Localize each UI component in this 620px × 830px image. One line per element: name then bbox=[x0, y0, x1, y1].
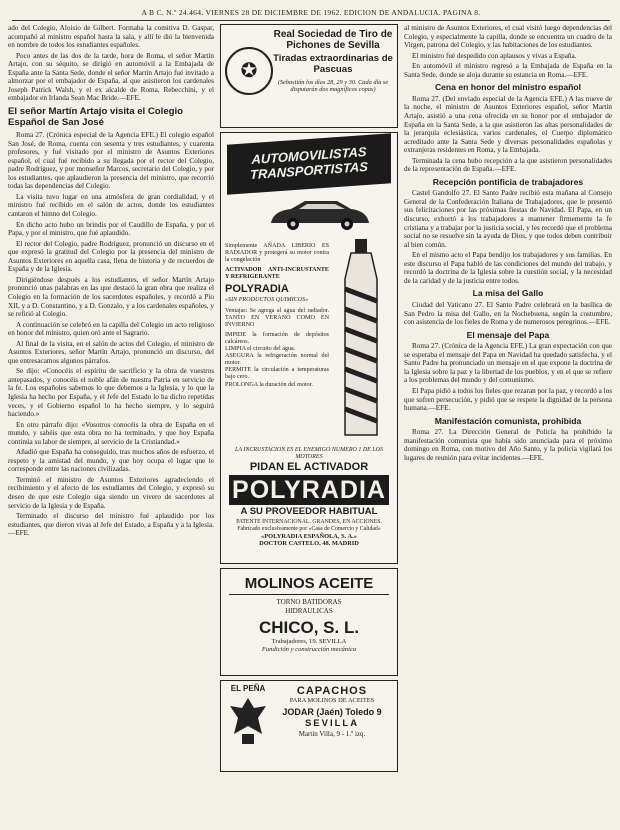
ad-pidan: PIDAN EL ACTIVADOR bbox=[249, 461, 369, 473]
ad-text-impide: IMPIDE la formación de depósitos calcáreos. bbox=[225, 331, 329, 345]
ad-text-ventajas: Ventajas: Se agrega al agua del radiador. TANTO EN VERANO COMO EN INVIERNO bbox=[225, 307, 329, 328]
article-paragraph: Roma 27. (Crónica especial de la Agencia EFE.) El colegio español San José, de Roma, cuenta con sesenta y tres estudiantes, y cuarenta profesores, y fué visitado por el ministro de Asuntos Exteriores español, el cual fué recibido a su llegada por el rector del Colegio, padre Rodríguez, y por monseñor Marcos, secretario del Colegio, y por los estudiantes, que aplaudieron la presencia del ministro, que recorrió todas las dependencias del Colegio. bbox=[8, 131, 214, 191]
ad-polyradia bbox=[220, 132, 398, 564]
article-paragraph: al ministro de Asuntos Exteriores, el cual visitó luego dependencias del Colegio, y especialmente la capilla, donde se encuentra un cuadro de la Virgen, patrona del Colegio, y las habitaciones de los estudiantes. bbox=[404, 24, 612, 50]
article-paragraph: En el mismo acto el Papa bendijo los trabajadores y sus familias. En este discurso el Papa habló de las condiciones del mundo del trabajo, y recordó la doctrina de la Iglesia sobre la cuestión social, y la necesidad de la caridad y de la justicia entre todos. bbox=[404, 251, 612, 285]
ad-proveedor: A SU PROVEEDOR HABITUAL bbox=[240, 506, 378, 517]
article-paragraph: Poco antes de las dos de la tarde, hora de Roma, el señor Martín Artajo, con su séquito, se dirigió en automóvil a la Embajada de España ante la Santa Sede, donde el señor Martín Artajo fué invitado a almorzar por el embajador de España, al que asistieron los cardenales Joseph Patrick Walsh, y el ex alcalde de Roma, Rebecchini, y el embajador en Irlanda Sean Mac Bride.—EFE. bbox=[8, 51, 214, 103]
eagle-emblem-icon bbox=[228, 694, 268, 746]
ad-capachos-title: CAPACHOS bbox=[296, 685, 368, 697]
article-paragraph: Terminado el discurso del ministro fué aplaudido por los estudiantes, que dieron vivas al Jefe del Estado, a España y a la Iglesia.—EFE. bbox=[8, 512, 214, 538]
article-paragraph: El Papa pidió a todos los fieles que rezaran por la paz, y recordó a los que sufren persecución, y pidió que se respete la dignidad de la persona humana.—EFE. bbox=[404, 386, 612, 413]
ad-capachos-subtitle: PARA MOLINOS DE ACEITES bbox=[289, 697, 375, 704]
article-paragraph: Al final de la visita, en el salón de actos del Colegio, el ministro de Asuntos Exteriores, señor Martín Artajo, pronunció un discurso, del que entresacamos algunos párrafos. bbox=[8, 339, 214, 365]
article-paragraph: Roma 27. La Dirección General de Policía ha prohibido la manifestación comunista que había sido anunciada para el próximo domingo en Roma, con motivo del Año Santo, y la policía vigilará los lugares de reunión para evitar incidentes.—EFE. bbox=[404, 428, 612, 462]
article-paragraph: Terminó el ministro de Asuntos Exteriores agradeciendo el recibimiento y el afecto de los estudiantes del Colegio, y expresó su deseo de que este Colegio siga siendo un vivero de sacerdotes al servicio de la Iglesia y de España. bbox=[8, 475, 214, 510]
article-paragraph: Castel Gandolfo 27. El Santo Padre recibió esta mañana al Consejo General de la Confederación Italiana de Trabajadores, que le presentó sus felicitaciones por las próximas fiestas de Navidad. El Papa, en un discurso, exhortó a los trabajadores a mantener firmemente la fe cristiana y a trabajar por la justicia social, y les recordó que el problema social no se resuelve sin la ayuda de Dios, y que todos deben contribuir al bien común. bbox=[404, 189, 612, 249]
article-paragraph: En dicho acto hubo un brindis por el Caudillo de España, y por el Papa, y por el ministro, que fué aplaudido. bbox=[8, 220, 214, 238]
spiral-bottle-icon bbox=[333, 239, 389, 439]
column-left bbox=[8, 24, 214, 824]
ad-molinos-service: Fundición y construcción mecánica bbox=[261, 646, 357, 653]
ad-capachos-city: SEVILLA bbox=[304, 718, 360, 730]
ad-molinos-address: Trabajadores, 19. SEVILLA bbox=[271, 638, 347, 645]
society-seal-icon: ✪ bbox=[225, 47, 273, 95]
ad-patent: PATENTE INTERNACIONAL. GRANDES, EN ACCIONES. Fabricado exclusivamente por «Casa de Comercio y Calidad» bbox=[236, 519, 382, 532]
ad-tiro-pichones bbox=[220, 24, 398, 128]
article-paragraph: Se dijo: «Conocéis el espíritu de sacrificio y la obra de vuestros antepasados, y conocéis el noble afán de nuestra Patria en servicio de la fe. Los españoles sabemos lo que debemos a la Iglesia, y lo que la Iglesia ha hecho por España, y el Jefe del Estado lo ha dicho repetidas veces, y el Gobierno español lo ha hecho siempre, y lo seguirá haciendo.» bbox=[8, 367, 214, 419]
headline-misa-gallo: La misa del Gallo bbox=[472, 288, 544, 299]
article-paragraph: El rector del Colegio, padre Rodríguez, pronunció un discurso en el que expresó la gratitud del Colegio por la presencia del ministro de Asuntos Exteriores en aquella casa, llena de historia y de recuerdos de España y de la Iglesia. bbox=[8, 239, 214, 274]
headline-martin-artajo-visit: El señor Martín Artajo visita el Colegio Español de San José bbox=[8, 105, 184, 128]
ad-molinos-torno: TORNO BATIDORAS bbox=[276, 598, 342, 606]
ad-brand-small: POLYRADIA bbox=[225, 283, 289, 296]
article-paragraph: La visita tuvo lugar en una atmósfera de gran cordialidad, y el ministro fué recibido en el salón de actos, donde los estudiantes cantaron el himno del Colegio. bbox=[8, 192, 214, 219]
column-ads bbox=[220, 24, 398, 824]
article-paragraph: Roma 27. (Crónica de la Agencia EFE.) La gran expectación con que se esperaba el mensaje del Papa en Navidad ha quedado satisfecha, y el Santo Padre ha pronunciado un mensaje en el que expone la doctrina de la Iglesia sobre la paz y la libertad de los pueblos, y en el que se refiere a los problemas del mundo y del comunismo. bbox=[404, 342, 612, 385]
page-header: A B C. N.º 24.464. VIERNES 28 DE DICIEMBRE DE 1962. EDICION DE ANDALUCIA. PAGINA 8. bbox=[12, 8, 610, 21]
ad-text-no-chemicals: «SIN PRODUCTOS QUIMICOS» bbox=[225, 297, 309, 304]
ad-incrustation-note: LA INCRUSTACION ES EL ENEMIGO NUMERO 1 DE LOS MOTORES bbox=[234, 447, 383, 460]
article-paragraph: En otro párrafo dijo: «Vosotros conocéis la obra de España en el mundo, y sabéis que esta obra no ha terminado, y que hoy España continúa su labor de siempre, al servicio de la Cristiandad.» bbox=[8, 420, 214, 446]
ad-molinos-hidraulicas: HIDRAULICAS bbox=[285, 607, 333, 615]
ad-event-note: (Sebastián los días 28, 29 y 30. Cada día se disputarán dos magníficos copas) bbox=[277, 79, 389, 93]
ad-brand-polyradia: POLYRADIA bbox=[229, 475, 389, 505]
car-illustration-icon bbox=[265, 197, 373, 233]
ad-text-activator: ACTIVADOR ANTI-INCRUSTANTE Y REFRIGERANTE bbox=[225, 267, 329, 281]
ad-polyradia-footer bbox=[225, 447, 393, 547]
article-paragraph: Roma 27. (Del enviado especial de la Agencia EFE.) A las nueve de la noche, el ministro de Asuntos Exteriores español, señor Martín Artajo, asistió a una cena ofrecida en su honor por el embajador de España en la Santa Sede, a la que asistieron las altas personalidades de la jerarquía eclesiástica, varios cardenales, el Cuerpo diplomático acreditado ante la Santa Sede y diversas personalidades españolas y extranjeras residentes en Roma, y la Embajada. bbox=[404, 94, 612, 155]
headline-manifestacion: Manifestación comunista, prohibida bbox=[434, 415, 582, 426]
ad-company: «POLYRADIA ESPAÑOLA, S. A.» bbox=[261, 532, 357, 540]
column-right bbox=[404, 24, 612, 824]
article-paragraph: En automóvil el ministro regresó a la Embajada de España en la Santa Sede, donde se aloja durante su estancia en Roma.—EFE. bbox=[404, 62, 612, 79]
ad-text-permite: PERMITE la circulación a temperaturas bajo cero. bbox=[225, 367, 329, 381]
ad-molinos-company: CHICO, S. L. bbox=[258, 618, 360, 637]
ad-molinos-title: MOLINOS ACEITE bbox=[229, 575, 389, 595]
ad-capachos-address: Martín Villa, 9 - 1.º izq. bbox=[298, 730, 366, 739]
ad-polyradia-details bbox=[225, 243, 329, 389]
article-paragraph: A continuación se celebró en la capilla del Colegio un acto religioso en honor del ministro, quien oró ante el Sagrario. bbox=[8, 320, 214, 338]
article-paragraph: El ministro fué despedido con aplausos y vivas a España. bbox=[412, 51, 577, 60]
article-paragraph: Añadió que España ha conseguido, tras muchos años de esfuerzo, el respeto y la amistad del mundo, y que hoy ocupa el lugar que le corresponde entre las naciones civilizadas. bbox=[8, 448, 214, 474]
ad-event-title: Tiradas extraordinarias de Pascuas bbox=[273, 53, 393, 75]
article-paragraph: Ciudad del Vaticano 27. El Santo Padre celebrará en la basílica de San Pedro la misa del Gallo, en la Nochebuena, según la costumbre, con asistencia de los fieles de Roma y de numerosos peregrinos.—EFE. bbox=[404, 301, 612, 327]
ad-capachos bbox=[220, 680, 398, 772]
headline-cena: Cena en honor del ministro español bbox=[434, 82, 582, 93]
ad-capachos-jodar: JODAR (Jaén) Toledo 9 bbox=[282, 707, 382, 718]
ad-text-intro: Simplemente AÑADA LIBERIO ES RADIADOR y protegerá su motor contra la congelación bbox=[225, 243, 329, 264]
ad-text-limpia: LIMPIA el circuito del agua. bbox=[225, 346, 296, 353]
article-paragraph: Dirigiéndose después a los estudiantes, el señor Martín Artajo pronunció unas palabras en las que destacó la gran obra que realiza el Colegio en la formación de los sacerdotes españoles, y recordó a Pío XII, y a D. Constantino, y a D. Gonzalo, y a los cardenales españoles, y se refirió al Colegio. bbox=[8, 275, 214, 319]
headline-mensaje-papa: El mensaje del Papa bbox=[466, 329, 550, 340]
headline-recepcion: Recepción pontificia de trabajadores bbox=[432, 176, 584, 187]
ad-society-name: Real Sociedad de Tiro de Pichones de Sevilla bbox=[273, 29, 393, 51]
ad-capachos-logo-text: EL PEÑA bbox=[230, 684, 266, 693]
article-paragraph: ado del Colegio, Aloisio de Gilbert. Formaba la comitiva D. Gaspar, acompañó al ministro español hasta la sala, y allí le dió la bienvenida en nombre de todos los estudiantes españoles. bbox=[8, 24, 214, 50]
ad-address: DOCTOR CASTELO, 48. MADRID bbox=[259, 540, 359, 547]
article-paragraph: Terminada la cena hubo recepción a la que asistieron personalidades de la representación de España.—EFE. bbox=[404, 156, 612, 174]
ad-banner-automovilistas: AUTOMOVILISTAS TRANSPORTISTAS bbox=[227, 133, 391, 194]
ad-text-prolonga: PROLONGA la duración del motor. bbox=[225, 381, 313, 388]
ad-molinos-aceite bbox=[220, 568, 398, 676]
ad-text-asegura: ASEGURA la refrigeración normal del motor. bbox=[225, 353, 329, 367]
ad-capachos-logo bbox=[225, 685, 271, 767]
